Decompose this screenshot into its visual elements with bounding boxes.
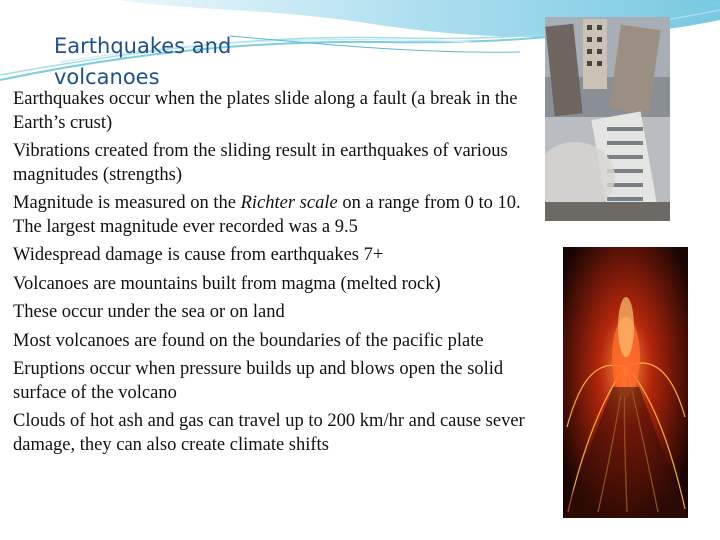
bullet-list <box>13 88 533 462</box>
bullet-item: Widespread damage is cause from earthquakes 7+ <box>13 245 384 265</box>
earthquake-damage-photo <box>545 17 670 221</box>
volcano-eruption-photo <box>563 247 688 518</box>
bullet-text: Magnitude is measured on the <box>13 193 241 213</box>
bullet-item: Volcanoes are mountains built from magma (melted rock) <box>13 273 441 294</box>
bullet-item: Eruptions occur when pressure builds up and blows open the solid surface of the volcano <box>13 359 504 403</box>
bullet-item: Earthquakes occur when the plates slide along a fault (a break in the Earth’s crust) <box>13 89 518 133</box>
bullet-item: These occur under the sea or on land <box>13 302 285 322</box>
bullet-item <box>13 192 533 239</box>
bullet-item: Clouds of hot ash and gas can travel up to 200 km/hr and cause sever damage, they can also create climate shifts <box>13 411 525 455</box>
bullet-text: on a range from 0 to 10. The largest magnitude ever recorded was a 9.5 <box>13 193 521 237</box>
bullet-emphasis: Richter scale <box>240 193 338 213</box>
bullet-item: Vibrations created from the sliding result in earthquakes of various magnitudes (strengths) <box>13 141 508 185</box>
slide-title: Earthquakes and volcanoes <box>54 34 232 89</box>
bullet-item: Most volcanoes are found on the boundaries of the pacific plate <box>13 330 484 351</box>
